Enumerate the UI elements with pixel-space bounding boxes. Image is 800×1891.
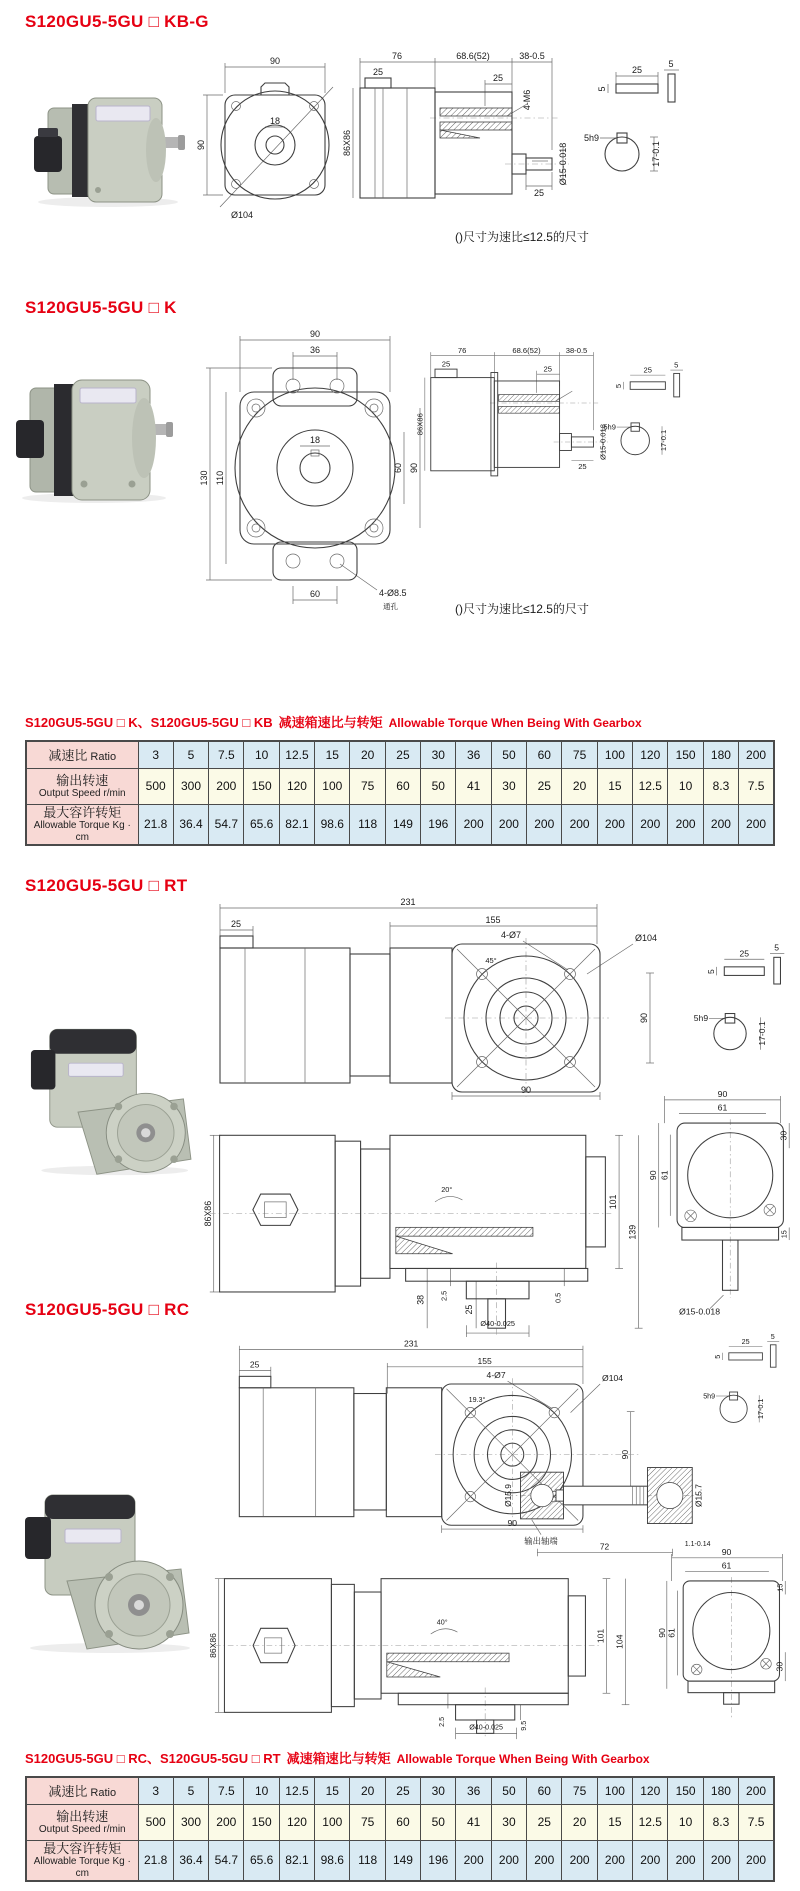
- section-title-kbg: S120GU5-5GU □ KB-G: [25, 12, 209, 31]
- dim-label: 90: [196, 139, 206, 151]
- ratio-value: 12.5: [279, 741, 314, 768]
- dim-label: 1.1-0.14: [684, 1540, 711, 1548]
- row-header-ratio: 减速比 Ratio: [26, 741, 138, 768]
- holes: [247, 379, 383, 568]
- section-title-rt: S120GU5-5GU □ RT: [25, 876, 188, 895]
- dim-label: 90: [717, 1088, 728, 1099]
- ratio-value: 7.5: [209, 741, 244, 768]
- dim-label: 90: [619, 1449, 630, 1460]
- outline: [714, 957, 781, 1049]
- dim-lines: [600, 70, 679, 171]
- spec-row-ratio: [26, 1777, 774, 1804]
- ratio-value: 75: [562, 741, 597, 768]
- rc-side-view-drawing: [205, 1550, 645, 1741]
- dim-label: 86X86: [202, 1200, 213, 1227]
- ratio-value: 180: [703, 1777, 738, 1804]
- ratio-value: 12.5: [279, 1777, 314, 1804]
- ratio-note: ()尺寸为速比≤12.5的尺寸: [455, 602, 589, 616]
- ratio-value: 120: [633, 1777, 668, 1804]
- dim-label: 76: [457, 346, 467, 356]
- spec-table-k-kb: [25, 740, 775, 846]
- ratio-value: 20: [350, 741, 385, 768]
- rc-back-view-drawing: [656, 1546, 792, 1741]
- dim-label: 36: [309, 345, 321, 355]
- torque-value: 21.8: [138, 804, 173, 845]
- speed-value: 20: [562, 768, 597, 804]
- dim-label: 17-0.1: [651, 141, 661, 167]
- torque-value: 54.7: [209, 804, 244, 845]
- ratio-value: 25: [385, 1777, 420, 1804]
- dim-label: 90: [269, 56, 281, 66]
- dim-label: 61: [721, 1560, 732, 1571]
- hatched-taper: [387, 1662, 440, 1677]
- ratio-value: 120: [633, 741, 668, 768]
- dim-label: 25: [578, 462, 587, 472]
- dim-label: 86X86: [415, 413, 425, 436]
- torque-value: 54.7: [209, 1840, 244, 1881]
- dim-label: 5: [613, 383, 623, 389]
- dim-label: 20°: [441, 1185, 453, 1195]
- torque-value: 149: [385, 804, 420, 845]
- spec-row-speed: [26, 768, 774, 804]
- rt-back-view-drawing: [647, 1088, 795, 1334]
- speed-value: 20: [562, 1804, 597, 1840]
- speed-value: 300: [173, 768, 208, 804]
- torque-value: 200: [739, 804, 774, 845]
- ratio-value: 7.5: [209, 1777, 244, 1804]
- kbg-front-view-drawing: [195, 55, 345, 225]
- speed-value: 15: [597, 1804, 632, 1840]
- speed-value: 7.5: [739, 1804, 774, 1840]
- dim-label: 25: [230, 919, 242, 929]
- holes: [245, 948, 595, 1087]
- ratio-value: 15: [315, 1777, 350, 1804]
- dim-label: 15: [779, 1230, 789, 1239]
- dim-label: 155: [477, 1355, 492, 1366]
- ratio-value: 50: [491, 741, 526, 768]
- dim-label: 17-0.1: [756, 1398, 766, 1419]
- kbg-side-view-drawing: [342, 46, 575, 236]
- speed-value: 8.3: [703, 1804, 738, 1840]
- torque-value: 200: [597, 1840, 632, 1881]
- dim-label: 17-0.1: [659, 429, 669, 452]
- ratio-value: 5: [173, 1777, 208, 1804]
- speed-value: 75: [350, 1804, 385, 1840]
- dim-label: 61: [666, 1628, 677, 1638]
- dim-label: 5: [674, 360, 679, 370]
- ratio-value: 36: [456, 1777, 491, 1804]
- dim-label: 60: [309, 589, 321, 599]
- speed-value: 8.3: [703, 768, 738, 804]
- outline: [431, 369, 594, 476]
- dim-lines: [203, 63, 333, 207]
- torque-value: 200: [562, 1840, 597, 1881]
- torque-value: 200: [633, 804, 668, 845]
- dim-label: 18: [309, 435, 321, 445]
- dim-label: 30: [778, 1130, 789, 1141]
- section-title-rc: S120GU5-5GU □ RC: [25, 1300, 190, 1319]
- dim-label: 5: [770, 1332, 775, 1342]
- product-photo-k: [12, 358, 177, 508]
- dim-label: 5h9: [603, 422, 616, 432]
- dim-label: 25: [492, 73, 504, 83]
- dim-label: 25: [543, 364, 552, 374]
- dim-label: 90: [721, 1546, 732, 1557]
- dim-label: Ø15-0.018: [598, 424, 608, 460]
- dim-label: 90: [520, 1085, 532, 1095]
- hatched-bore: [440, 108, 512, 116]
- dim-label: 90: [647, 1170, 658, 1181]
- outline: [720, 1345, 776, 1423]
- torque-value: 36.4: [173, 1840, 208, 1881]
- hatched-bore: [499, 395, 560, 402]
- ratio-value: 50: [491, 1777, 526, 1804]
- dim-label: 25: [464, 1304, 475, 1315]
- screw-holes: [232, 102, 319, 189]
- dim-label: Ø15.9: [503, 1484, 514, 1507]
- dim-label: 5h9: [703, 1391, 716, 1401]
- speed-value: 60: [385, 1804, 420, 1840]
- torque-value: 82.1: [279, 1840, 314, 1881]
- dim-lines: [659, 1096, 790, 1309]
- speed-value: 30: [491, 1804, 526, 1840]
- dim-label: 5: [597, 86, 607, 92]
- ratio-value: 200: [739, 1777, 774, 1804]
- torque-value: 98.6: [315, 1840, 350, 1881]
- table-title-models: S120GU5-5GU □ RC、S120GU5-5GU □ RT: [25, 1751, 281, 1766]
- hatched-shaft: [387, 1653, 509, 1662]
- dim-label: 25: [533, 188, 545, 198]
- dim-label: 18: [269, 116, 281, 126]
- table-title-cn: 减速箱速比与转矩: [286, 1751, 391, 1766]
- torque-value: 200: [527, 1840, 562, 1881]
- ratio-value: 200: [739, 741, 774, 768]
- spec-row-torque: [26, 804, 774, 845]
- speed-value: 100: [315, 768, 350, 804]
- dim-label: 25: [739, 948, 750, 959]
- ratio-value: 100: [597, 741, 632, 768]
- torque-value: 200: [703, 804, 738, 845]
- speed-value: 25: [527, 768, 562, 804]
- speed-value: 15: [597, 768, 632, 804]
- torque-value: 65.6: [244, 1840, 279, 1881]
- dim-label: Ø15-0.018: [679, 1306, 721, 1317]
- ratio-value: 75: [562, 1777, 597, 1804]
- dim-label: 4-Ø7: [486, 1370, 506, 1381]
- table-title-k-kb: [25, 712, 642, 731]
- dim-label: 9.5: [520, 1720, 529, 1731]
- kbg-key-detail-drawing: [580, 58, 685, 188]
- dim-label: 110: [215, 470, 225, 486]
- dim-label: 86X86: [342, 129, 352, 157]
- dim-label: 139: [627, 1224, 638, 1240]
- outline: [605, 74, 675, 171]
- torque-value: 36.4: [173, 804, 208, 845]
- table-title-models: S120GU5-5GU □ K、S120GU5-5GU □ KB: [25, 715, 273, 730]
- rt-side-view-drawing: [200, 1100, 670, 1340]
- hatched-taper: [440, 130, 480, 138]
- torque-value: 200: [491, 1840, 526, 1881]
- dim-label: 61: [659, 1170, 670, 1181]
- shaft-step: [556, 1490, 563, 1501]
- outline: [220, 936, 600, 1092]
- rt-key-detail-drawing: [690, 942, 790, 1066]
- dim-lines: [716, 1342, 779, 1423]
- dim-label: 5: [774, 942, 780, 953]
- ratio-value: 30: [421, 1777, 456, 1804]
- speed-value: 25: [527, 1804, 562, 1840]
- product-photo-rt: [25, 1018, 195, 1178]
- speed-value: 50: [421, 1804, 456, 1840]
- speed-value: 41: [456, 1804, 491, 1840]
- dim-label: Ø104: [231, 210, 254, 220]
- product-photo-rc: [15, 1485, 195, 1655]
- ratio-value: 30: [421, 741, 456, 768]
- k-front-view-drawing: [180, 328, 435, 628]
- speed-value: 120: [279, 1804, 314, 1840]
- ratio-value: 3: [138, 1777, 173, 1804]
- torque-value: 200: [633, 1840, 668, 1881]
- hatched-shaft: [396, 1227, 533, 1236]
- torque-value: 200: [668, 804, 703, 845]
- ratio-value: 100: [597, 1777, 632, 1804]
- speed-value: 30: [491, 768, 526, 804]
- hatched-taper: [396, 1236, 453, 1254]
- table-title-rc-rt: [25, 1748, 650, 1767]
- speed-value: 60: [385, 768, 420, 804]
- dim-label: 19.3°: [468, 1396, 486, 1405]
- dim-label: 5h9: [584, 133, 600, 143]
- dim-label: 60: [393, 462, 403, 474]
- dim-label: 25: [372, 67, 384, 77]
- speed-value: 300: [173, 1804, 208, 1840]
- dim-label: 4-Ø7: [500, 930, 522, 940]
- dim-label: 0.5: [553, 1292, 563, 1303]
- speed-value: 7.5: [739, 768, 774, 804]
- torque-value: 200: [491, 804, 526, 845]
- dim-label: 5: [705, 969, 716, 975]
- dim-label: Ø104: [635, 933, 658, 943]
- ratio-value: 60: [527, 741, 562, 768]
- ratio-value: 20: [350, 1777, 385, 1804]
- section-title-k: S120GU5-5GU □ K: [25, 298, 177, 317]
- ratio-value: 5: [173, 741, 208, 768]
- dim-label: Ø104: [602, 1373, 624, 1384]
- spec-row-torque: [26, 1840, 774, 1881]
- dim-label: 5: [668, 59, 674, 69]
- spec-row-speed: [26, 1804, 774, 1840]
- row-header-speed: 输出转速 Output Speed r/min: [26, 1804, 138, 1840]
- dim-label: 5: [713, 1354, 722, 1359]
- dim-label: 86X86: [207, 1633, 218, 1658]
- speed-value: 10: [668, 768, 703, 804]
- row-header-ratio: 减速比 Ratio: [26, 1777, 138, 1804]
- ratio-value: 25: [385, 741, 420, 768]
- ratio-value: 60: [527, 1777, 562, 1804]
- dim-label: 38-0.5: [565, 346, 588, 356]
- speed-value: 12.5: [633, 1804, 668, 1840]
- dim-label: 90: [639, 1012, 649, 1024]
- speed-value: 50: [421, 768, 456, 804]
- dim-label: 231: [400, 897, 416, 907]
- dim-label: Ø40-0.025: [469, 1723, 504, 1732]
- ratio-note: ()尺寸为速比≤12.5的尺寸: [455, 230, 589, 244]
- torque-value: 149: [385, 1840, 420, 1881]
- dim-label: 输出轴端: [524, 1536, 558, 1547]
- torque-value: 118: [350, 1840, 385, 1881]
- dim-label: Ø40-0.025: [480, 1319, 515, 1329]
- speed-value: 100: [315, 1804, 350, 1840]
- ratio-value: 15: [315, 741, 350, 768]
- dim-lines: [206, 336, 420, 604]
- output-shaft: [563, 1486, 647, 1505]
- k-key-detail-drawing: [600, 360, 688, 469]
- dim-label: 90: [309, 329, 321, 339]
- rc-key-detail-drawing: [700, 1332, 784, 1436]
- dim-label: 45°: [485, 956, 497, 965]
- torque-value: 200: [597, 804, 632, 845]
- dim-label: 15: [775, 1583, 785, 1592]
- spec-row-ratio: [26, 741, 774, 768]
- dim-label: 101: [595, 1628, 606, 1644]
- speed-value: 500: [138, 768, 173, 804]
- hatched-bore: [440, 122, 512, 130]
- ratio-value: 150: [668, 1777, 703, 1804]
- speed-value: 10: [668, 1804, 703, 1840]
- dim-label: 76: [391, 51, 403, 61]
- outline: [621, 373, 680, 454]
- dim-label: 155: [485, 915, 501, 925]
- row-header-torque: 最大容许转矩 Allowable Torque Kg · cm: [26, 804, 138, 845]
- outline: [221, 83, 329, 199]
- torque-value: 200: [456, 804, 491, 845]
- torque-value: 21.8: [138, 1840, 173, 1881]
- dim-label: 2.5: [438, 1716, 447, 1727]
- torque-value: 196: [421, 1840, 456, 1881]
- dim-label: 25: [643, 365, 652, 375]
- dim-label: 25: [441, 359, 451, 369]
- dim-label: 25: [741, 1337, 750, 1346]
- rc-shaft-detail-drawing: [500, 1428, 710, 1564]
- torque-value: 118: [350, 804, 385, 845]
- speed-value: 120: [279, 768, 314, 804]
- speed-value: 500: [138, 1804, 173, 1840]
- dim-label: 30: [774, 1661, 785, 1672]
- ratio-value: 10: [244, 1777, 279, 1804]
- row-header-speed: 输出转速 Output Speed r/min: [26, 768, 138, 804]
- dim-label: 通孔: [383, 602, 398, 611]
- detail-lines: [265, 1196, 463, 1217]
- dim-label: 90: [656, 1628, 667, 1638]
- dim-label: 38-0.5: [519, 51, 545, 61]
- dim-label: 68.6(52): [512, 346, 541, 356]
- speed-value: 200: [209, 768, 244, 804]
- torque-value: 200: [703, 1840, 738, 1881]
- torque-value: 98.6: [315, 804, 350, 845]
- torque-value: 200: [527, 804, 562, 845]
- dim-label: 25: [631, 65, 643, 75]
- dim-label: 40°: [436, 1618, 448, 1627]
- bearing-bore: [657, 1482, 683, 1508]
- speed-value: 150: [244, 1804, 279, 1840]
- hatched-bore: [499, 406, 560, 413]
- spec-table-rc-rt: [25, 1776, 775, 1882]
- dim-label: 101: [608, 1194, 619, 1210]
- table-title-en: Allowable Torque When Being With Gearbox: [396, 1752, 650, 1766]
- dim-label: 38: [415, 1294, 426, 1305]
- dim-label: 130: [199, 470, 209, 486]
- dim-label: 4-M6: [522, 89, 532, 111]
- ratio-value: 10: [244, 741, 279, 768]
- torque-value: 200: [456, 1840, 491, 1881]
- dim-label: 2.5: [439, 1290, 449, 1301]
- dim-label: 25: [249, 1359, 260, 1370]
- torque-value: 200: [668, 1840, 703, 1881]
- dim-label: Ø15-0.018: [558, 142, 568, 186]
- dim-lines: [709, 954, 784, 1050]
- rt-top-view-drawing: [205, 896, 680, 1101]
- dim-label: 5h9: [693, 1013, 709, 1024]
- product-photo-kbg: [28, 80, 188, 210]
- dim-label: 90: [507, 1518, 518, 1529]
- dim-label: 61: [717, 1102, 728, 1113]
- row-header-torque: 最大容许转矩 Allowable Torque Kg · cm: [26, 1840, 138, 1881]
- speed-value: 12.5: [633, 768, 668, 804]
- dim-label: 68.6(52): [456, 51, 490, 61]
- table-title-cn: 减速箱速比与转矩: [278, 715, 383, 730]
- dim-label: 4-Ø8.5: [379, 588, 407, 598]
- torque-value: 65.6: [244, 804, 279, 845]
- dim-label: 104: [614, 1634, 625, 1649]
- bearing-bore: [531, 1484, 553, 1506]
- dim-label: Ø15.7: [693, 1484, 704, 1507]
- k-side-view-drawing: [415, 342, 613, 503]
- speed-value: 75: [350, 768, 385, 804]
- ratio-value: 36: [456, 741, 491, 768]
- torque-value: 200: [562, 804, 597, 845]
- speed-value: 150: [244, 768, 279, 804]
- ratio-value: 180: [703, 741, 738, 768]
- dim-label: 17-0.1: [757, 1021, 768, 1046]
- dim-label: 231: [403, 1338, 419, 1349]
- dim-label: 90: [409, 462, 419, 474]
- dim-label: 72: [599, 1541, 610, 1552]
- ratio-value: 3: [138, 741, 173, 768]
- torque-value: 196: [421, 804, 456, 845]
- speed-value: 200: [209, 1804, 244, 1840]
- dim-lines: [617, 370, 683, 455]
- torque-value: 82.1: [279, 804, 314, 845]
- speed-value: 41: [456, 768, 491, 804]
- torque-value: 200: [739, 1840, 774, 1881]
- ratio-value: 150: [668, 741, 703, 768]
- table-title-en: Allowable Torque When Being With Gearbox: [388, 716, 642, 730]
- dim-lines: [220, 904, 654, 1100]
